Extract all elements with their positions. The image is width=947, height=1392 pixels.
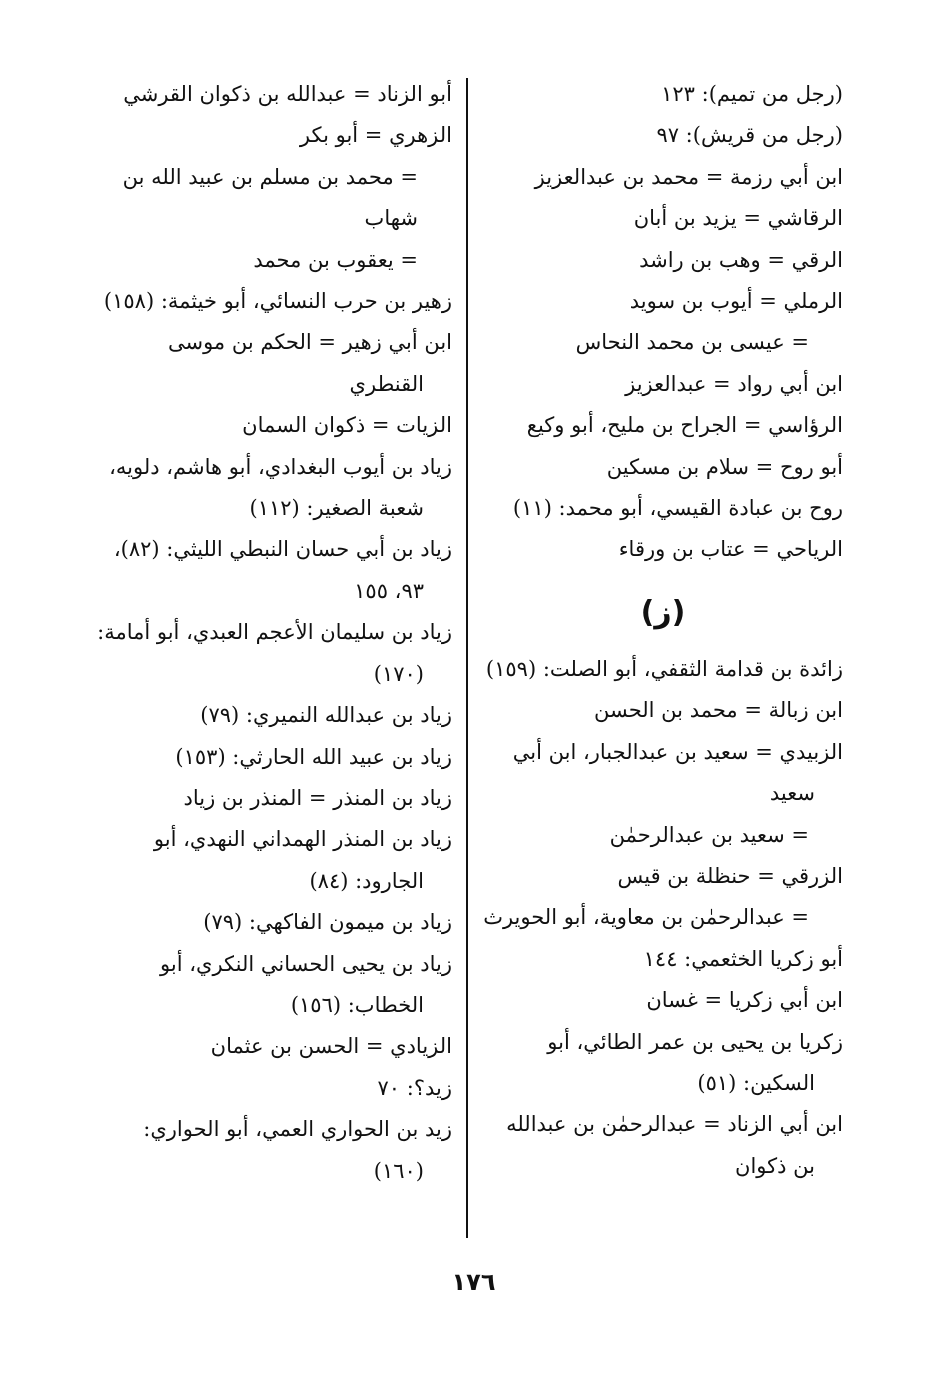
index-entry: ابن زبالة = محمد بن الحسن [594, 698, 843, 723]
index-entry: ابن أبي الزناد = عبدالرحمٰن بن عبدالله بن ذكوان [506, 1112, 843, 1178]
index-entry: أبو زكريا الخثعمي: ١٤٤ [643, 946, 843, 971]
index-entry: أبو روح = سلام بن مسكين [606, 454, 843, 479]
index-entry: الزيادي = الحسن بن عثمان [210, 1034, 452, 1059]
index-entry: الرؤاسي = الجراح بن مليح، أبو وكيع [526, 413, 843, 438]
index-entry: الزبيدي = سعيد بن عبدالجبار، ابن أبي سعيد [512, 739, 843, 806]
index-entry: ابن أبي زهير = الحكم بن موسى القنطري [167, 330, 452, 396]
index-entry: الرياحي = عتاب بن ورقاء [618, 537, 843, 562]
index-entry: = عيسى بن محمد النحاس [575, 330, 809, 355]
index-entry: = محمد بن مسلم بن عبيد الله بن شهاب [122, 164, 418, 231]
index-entry: أبو الزناد = عبدالله بن ذكوان القرشي [123, 82, 452, 106]
right-column [483, 74, 843, 1187]
index-entry: زياد بن أبي حسان النبطي الليثي: (٨٢)، ٩٣، ١٥٥ [113, 537, 452, 603]
index-entry: روح بن عبادة القيسي، أبو محمد: (١١) [512, 496, 843, 521]
index-entry: زياد بن ميمون الفاكهي: (٧٩) [203, 910, 452, 935]
index-entry: زياد بن عبيد الله الحارثي: (١٥٣) [175, 744, 452, 769]
index-entry: زياد بن المنذر الهمداني النهدي، أبو الجارود: (٨٤) [153, 827, 452, 893]
index-entry: الزيات = ذكوان السمان [242, 413, 452, 438]
index-entry: زياد بن المنذر = المنذر بن زياد [183, 785, 452, 810]
index-entry: ابن أبي زكريا = غسان [646, 988, 843, 1013]
index-entry: = سعيد بن عبدالرحمٰن [609, 822, 809, 847]
index-entry: زيد بن الحواري العمي، أبو الحواري: (١٦٠) [143, 1117, 452, 1183]
index-entry: ابن أبي رواد = عبدالعزيز [625, 371, 843, 396]
index-entry: زياد بن يحيى الحساني النكري، أبو الخطاب: (١٥٦) [160, 951, 452, 1017]
index-entry: زياد بن عبدالله النميري: (٧٩) [200, 703, 452, 728]
index-entry: الزرقي = حنظلة بن قيس [617, 863, 843, 888]
index-entry: الرقاشي = يزيد بن أبان [633, 206, 843, 231]
index-entry: = يعقوب بن محمد [253, 247, 418, 272]
index-entry: زياد بن سليمان الأعجم العبدي، أبو أمامة: (١٧٠) [97, 620, 452, 686]
index-entry: (رجل من تميم): ١٢٣ [661, 82, 843, 106]
index-entry: ابن أبي رزمة = محمد بن عبدالعزيز [534, 164, 843, 189]
index-entry: الرملي = أيوب بن سويد [629, 289, 843, 314]
column-divider [466, 78, 468, 1238]
left-column [92, 74, 452, 1192]
index-entry: زائدة بن قدامة الثقفي، أبو الصلت: (١٥٩) [485, 656, 843, 681]
index-entry: = عبدالرحمٰن بن معاوية، أبو الحويرث [483, 905, 809, 930]
index-entry: زياد بن أيوب البغدادي، أبو هاشم، دلويه، شعبة الصغير: (١١٢) [109, 454, 452, 521]
index-entry: زهير بن حرب النسائي، أبو خيثمة: (١٥٨) [103, 289, 452, 314]
index-entry: زيد؟: ٧٠ [377, 1075, 452, 1100]
section-letter-heading: (ز) [640, 594, 686, 630]
index-entry: (رجل من قريش): ٩٧ [656, 123, 843, 148]
index-entry: زكريا بن يحيى بن عمر الطائي، أبو السكين: (٥١) [547, 1029, 843, 1095]
index-entry: الزهري = أبو بكر [299, 123, 452, 148]
index-entry: الرقي = وهب بن راشد [639, 247, 843, 272]
page-number: ١٧٦ [451, 1268, 496, 1296]
